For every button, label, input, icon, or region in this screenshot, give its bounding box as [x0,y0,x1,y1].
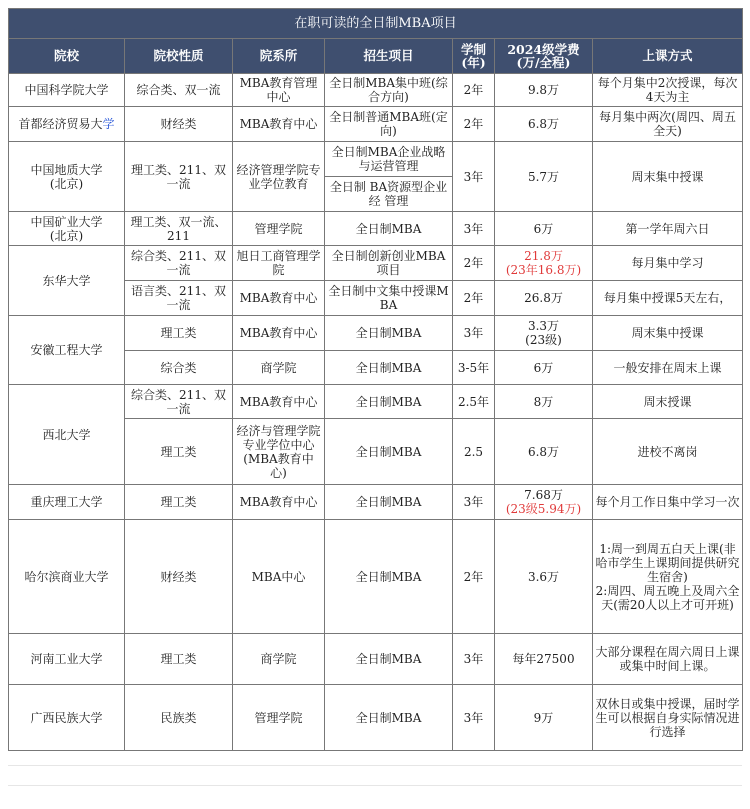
table-row [9,212,743,246]
dept-cell: 旭日工商管理学院 [233,246,325,281]
dept-cell: MBA中心 [233,520,325,634]
fee-cell: 每年27500 [495,634,593,685]
mode-cell: 每个月工作日集中学习一次 [593,485,743,520]
fee-value: 21.8万 [524,249,563,263]
table-row [9,107,743,142]
fee-note: (23级5.94万) [505,502,582,516]
mode-cell: 每月集中授课5天左右， [593,281,743,316]
table-row [9,634,743,685]
program-cell: 全日制MBA [325,385,453,419]
school-cell: 东华大学 [9,246,125,316]
fee-cell: 6.8万 [495,107,593,142]
school-cell: 重庆理工大学 [9,485,125,520]
dept-cell: MBA教育中心 [233,316,325,351]
dept-cell: 管理学院 [233,212,325,246]
nature-cell: 理工类、211、双一流 [125,142,233,212]
fee-cell [495,485,593,520]
duration-cell: 3年 [453,685,495,751]
dept-cell: MBA教育管理中心 [233,74,325,107]
dept-cell: MBA教育中心 [233,281,325,316]
fee-cell: 3.6万 [495,520,593,634]
mode-cell: 周末授课 [593,385,743,419]
table-row [9,485,743,520]
fee-cell: 3.3万 (23级) [495,316,593,351]
fee-value: 7.68万 [524,488,563,502]
divider [8,765,742,766]
table-row [9,142,743,177]
program-cell: 全日制MBA [325,634,453,685]
header-program: 招生项目 [325,39,453,74]
table-row [9,316,743,351]
mode-cell: 周末集中授课 [593,316,743,351]
table-row [9,520,743,634]
program-cell: 全日制MBA [325,520,453,634]
table-row [9,246,743,281]
school-name-part: 学 [102,117,115,131]
nature-cell: 综合类、211、双一流 [125,385,233,419]
fee-cell: 8万 [495,385,593,419]
table-row [9,74,743,107]
table-title: 在职可读的全日制MBA项目 [9,9,743,39]
fee-cell: 9万 [495,685,593,751]
nature-cell: 财经类 [125,107,233,142]
mba-program-table [8,8,743,751]
nature-cell: 语言类、211、双一流 [125,281,233,316]
school-cell: 中国矿业大学 (北京) [9,212,125,246]
dept-cell: MBA教育中心 [233,385,325,419]
header-nature: 院校性质 [125,39,233,74]
program-cell: 全日制MBA集中班(综合方向) [325,74,453,107]
program-cell: 全日制普通MBA班(定向) [325,107,453,142]
duration-cell: 3年 [453,212,495,246]
header-dept: 院系所 [233,39,325,74]
nature-cell: 综合类、211、双一流 [125,246,233,281]
dept-cell: 经济与管理学院专业学位中心(MBA教育中心) [233,419,325,485]
fee-cell: 6万 [495,351,593,385]
dept-cell: 商学院 [233,634,325,685]
mode-cell: 大部分课程在周六周日上课或集中时间上课。 [593,634,743,685]
nature-cell: 民族类 [125,685,233,751]
school-name-part: 首都经济贸易大 [18,117,103,131]
duration-cell: 3-5年 [453,351,495,385]
mode-cell: 一般安排在周末上课 [593,351,743,385]
dept-cell: 经济管理学院专业学位教育 [233,142,325,212]
fee-note: (23年16.8万) [505,263,582,277]
program-cell: 全日制创新创业MBA项目 [325,246,453,281]
divider [8,785,742,786]
header-fee: 2024级学费 (万/全程) [495,39,593,74]
fee-cell [495,246,593,281]
school-cell [9,107,125,142]
program-cell: 全日制中文集中授课MBA [325,281,453,316]
duration-cell: 2年 [453,74,495,107]
fee-cell: 26.8万 [495,281,593,316]
dept-cell: MBA教育中心 [233,107,325,142]
school-cell: 哈尔滨商业大学 [9,520,125,634]
mode-cell: 进校不离岗 [593,419,743,485]
mode-cell: 第一学年周六日 [593,212,743,246]
duration-cell: 2年 [453,520,495,634]
nature-cell: 理工类、双一流、211 [125,212,233,246]
program-cell: 全日制MBA [325,685,453,751]
program-cell: 全日制MBA [325,316,453,351]
nature-cell: 综合类、双一流 [125,74,233,107]
school-cell: 中国科学院大学 [9,74,125,107]
mode-cell: 每月集中学习 [593,246,743,281]
program-cell: 全日制MBA [325,419,453,485]
header-row [9,39,743,74]
program-cell: 全日制MBA [325,351,453,385]
duration-cell: 2年 [453,281,495,316]
duration-cell: 3年 [453,316,495,351]
fee-cell: 6万 [495,212,593,246]
duration-cell: 2.5年 [453,385,495,419]
school-cell: 西北大学 [9,385,125,485]
duration-cell: 2.5 [453,419,495,485]
table-row [9,685,743,751]
nature-cell: 综合类 [125,351,233,385]
header-mode: 上课方式 [593,39,743,74]
duration-cell: 3年 [453,142,495,212]
school-cell: 中国地质大学 (北京) [9,142,125,212]
nature-cell: 理工类 [125,634,233,685]
fee-cell: 6.8万 [495,419,593,485]
header-school: 院校 [9,39,125,74]
program-cell: 全日制MBA [325,485,453,520]
duration-cell: 3年 [453,634,495,685]
program-cell: 全日制MBA [325,212,453,246]
nature-cell: 财经类 [125,520,233,634]
mode-cell: 周末集中授课 [593,142,743,212]
mode-cell: 1:周一到周五白天上课(非哈市学生上课期间提供研究生宿舍) 2:周四、周五晚上及周六全天(需20人以上才可开班) [593,520,743,634]
nature-cell: 理工类 [125,485,233,520]
duration-cell: 2年 [453,107,495,142]
table-row [9,385,743,419]
nature-cell: 理工类 [125,419,233,485]
mode-cell: 每个月集中2次授课，每次4天为主 [593,74,743,107]
program-cell: 全日制MBA企业战略与运营管理 [325,142,453,177]
fee-cell: 5.7万 [495,142,593,212]
mode-cell: 双休日或集中授课，届时学生可以根据自身实际情况进行选择 [593,685,743,751]
fee-cell: 9.8万 [495,74,593,107]
duration-cell: 2年 [453,246,495,281]
school-cell: 安徽工程大学 [9,316,125,385]
dept-cell: 商学院 [233,351,325,385]
school-cell: 河南工业大学 [9,634,125,685]
school-cell: 广西民族大学 [9,685,125,751]
dept-cell: 管理学院 [233,685,325,751]
program-cell: 全日制 BA资源型企业经 管理 [325,177,453,212]
nature-cell: 理工类 [125,316,233,351]
duration-cell: 3年 [453,485,495,520]
mode-cell: 每月集中两次(周四、周五全天) [593,107,743,142]
dept-cell: MBA教育中心 [233,485,325,520]
header-duration: 学制 (年) [453,39,495,74]
